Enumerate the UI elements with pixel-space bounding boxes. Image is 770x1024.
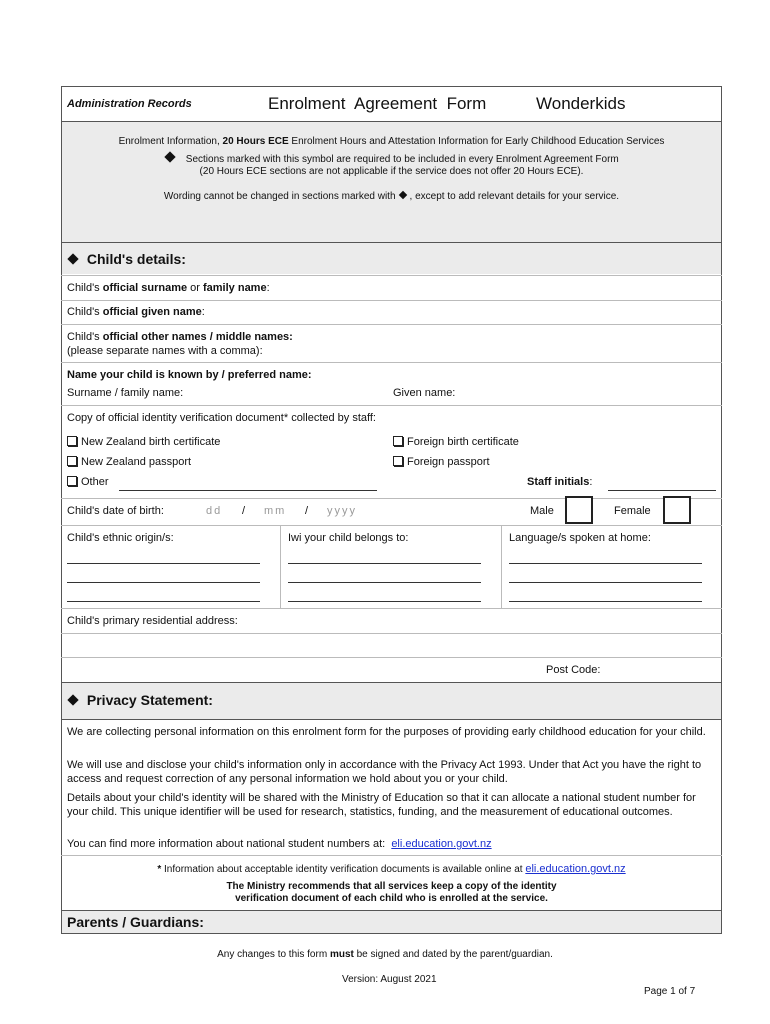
ministry-note-line-1: The Ministry recommends that all services keep a copy of the identity <box>226 881 557 892</box>
diamond-icon <box>67 253 78 264</box>
footer-text: be signed and dated by the parent/guardian. <box>353 949 553 960</box>
intro-text: Enrolment Information, <box>118 136 223 147</box>
checkbox-icon[interactable] <box>393 436 403 446</box>
child-details-heading <box>67 251 186 267</box>
iwi-label: Iwi your child belongs to: <box>288 532 409 544</box>
label-text: : <box>589 476 593 488</box>
language-input[interactable] <box>509 563 702 564</box>
divider <box>61 300 722 301</box>
label-text: Child's <box>67 282 103 294</box>
divider <box>61 275 722 276</box>
option-label: Foreign passport <box>407 456 490 468</box>
option-label: New Zealand birth certificate <box>81 436 221 448</box>
female-checkbox[interactable] <box>663 496 691 524</box>
divider <box>61 525 722 526</box>
privacy-paragraph-2: We will use and disclose your child's information only in accordance with the Privacy Act 1993. Under that Act you have the right to access and request correction of any personal information we hold about you or your child. <box>67 759 702 785</box>
iwi-input[interactable] <box>288 582 481 583</box>
divider <box>61 633 722 634</box>
male-label: Male <box>530 505 554 517</box>
other-names-note: (please separate names with a comma): <box>67 345 263 357</box>
heading-text: Privacy Statement: <box>86 692 213 708</box>
official-given-name-label[interactable] <box>67 306 205 318</box>
staff-initials-input[interactable] <box>608 490 716 491</box>
changes-note <box>0 949 770 960</box>
ethnic-origin-input[interactable] <box>67 563 260 564</box>
privacy-heading <box>67 692 213 708</box>
divider <box>61 242 722 243</box>
language-input[interactable] <box>509 601 702 602</box>
label-text: or <box>187 282 203 294</box>
option-label: Foreign birth certificate <box>407 436 519 448</box>
divider <box>61 498 722 499</box>
dob-year-input[interactable]: yyyy <box>327 505 357 517</box>
divider <box>61 608 722 609</box>
id-docs-footnote <box>62 863 721 875</box>
divider <box>61 855 722 856</box>
divider <box>61 324 722 325</box>
label-bold: Staff initials <box>527 476 590 488</box>
divider <box>61 405 722 406</box>
form-title: Enrolment Agreement Form <box>268 94 487 113</box>
diamond-icon <box>67 694 78 705</box>
option-other[interactable] <box>67 476 109 488</box>
checkbox-icon[interactable] <box>67 456 77 466</box>
diamond-icon <box>398 191 406 199</box>
dob-separator: / <box>242 505 246 517</box>
privacy-paragraph-4 <box>67 838 492 850</box>
id-docs-link[interactable]: eli.education.govt.nz <box>525 863 626 875</box>
dob-label: Child's date of birth: <box>67 505 164 517</box>
column-divider <box>280 525 281 608</box>
label-bold: official surname <box>102 282 188 294</box>
checkbox-icon[interactable] <box>67 436 77 446</box>
ministry-note-line-2: verification document of each child who is enrolled at the service. <box>235 893 548 904</box>
option-nz-passport[interactable] <box>67 456 191 468</box>
other-names-label[interactable] <box>67 331 293 343</box>
female-label: Female <box>614 505 651 517</box>
option-foreign-passport[interactable] <box>393 456 490 468</box>
privacy-paragraph-3: Details about your child's identity will be shared with the Ministry of Education so that it can allocate a national student number for your child. This unique identifier will be used for research, statistics, funding, and the measurement of educational outcomes. <box>67 792 696 818</box>
heading-text: Child's details: <box>86 251 186 267</box>
label-bold: official other names / middle names: <box>102 331 293 343</box>
ethnic-origin-input[interactable] <box>67 601 260 602</box>
language-input[interactable] <box>509 582 702 583</box>
privacy-paragraph-1: We are collecting personal information on this enrolment form for the purposes of providing early childhood education for your child. <box>67 726 706 738</box>
footer-bold: must <box>329 949 354 960</box>
iwi-input[interactable] <box>288 601 481 602</box>
dob-month-input[interactable]: mm <box>264 505 287 517</box>
divider <box>61 121 722 122</box>
divider <box>61 657 722 658</box>
option-label: New Zealand passport <box>81 456 192 468</box>
label-text: : <box>266 282 270 294</box>
footnote-text: Information about acceptable identity verification documents is available online at <box>161 864 526 875</box>
label-text: Child's <box>67 306 103 318</box>
dob-day-input[interactable]: dd <box>206 505 223 517</box>
intro-text: , except to add relevant details for your service. <box>409 191 620 202</box>
intro-line-1 <box>62 136 721 147</box>
intro-line-3: (20 Hours ECE sections are not applicable if the service does not offer 20 Hours ECE). <box>199 166 584 177</box>
ethnic-origin-input[interactable] <box>67 582 260 583</box>
privacy-text: You can find more information about national student numbers at: <box>67 838 386 850</box>
nsn-info-link[interactable]: eli.education.govt.nz <box>391 838 492 850</box>
male-checkbox[interactable] <box>565 496 593 524</box>
divider <box>61 682 722 683</box>
divider <box>61 719 722 720</box>
preferred-surname-label[interactable]: Surname / family name: <box>67 387 184 399</box>
option-foreign-birth-certificate[interactable] <box>393 436 519 448</box>
version-label: Version: August 2021 <box>342 974 437 985</box>
footer-text: Any changes to this form <box>217 949 330 960</box>
intro-line-4 <box>62 191 721 202</box>
intro-text: Sections marked with this symbol are required to be included in every Enrolment Agreement Form <box>185 154 619 165</box>
label-text: : <box>201 306 205 318</box>
option-nz-birth-certificate[interactable] <box>67 436 220 448</box>
other-document-input[interactable] <box>119 490 377 491</box>
iwi-input[interactable] <box>288 563 481 564</box>
official-surname-label[interactable] <box>67 282 270 294</box>
postcode-label[interactable]: Post Code: <box>546 664 601 676</box>
label-bold: family name <box>203 282 267 294</box>
org-name: Wonderkids <box>536 94 626 113</box>
ethnic-origin-label: Child's ethnic origin/s: <box>67 532 174 544</box>
option-label: Other <box>81 476 109 488</box>
diamond-icon <box>165 151 176 162</box>
divider <box>61 362 722 363</box>
preferred-given-name-label[interactable]: Given name: <box>393 387 456 399</box>
preferred-name-label: Name your child is known by / preferred name: <box>67 369 312 381</box>
column-divider <box>501 525 502 608</box>
intro-text: Enrolment Hours and Attestation Information for Early Childhood Education Services <box>288 136 665 147</box>
admin-records-label: Administration Records <box>67 98 192 110</box>
parents-guardians-heading: Parents / Guardians: <box>67 914 204 930</box>
address-label[interactable]: Child's primary residential address: <box>67 615 238 627</box>
id-document-label: Copy of official identity verification document* collected by staff: <box>67 412 376 424</box>
dob-separator: / <box>305 505 309 517</box>
checkbox-icon[interactable] <box>67 476 77 486</box>
divider <box>61 910 722 911</box>
page-number: Page 1 of 7 <box>644 986 696 997</box>
intro-text: Wording cannot be changed in sections marked with <box>163 191 396 202</box>
label-text: Child's <box>67 331 103 343</box>
label-bold: official given name <box>102 306 202 318</box>
intro-bold: 20 Hours ECE <box>222 136 289 147</box>
footnote-star: * <box>157 864 162 875</box>
intro-line-2 <box>62 153 721 165</box>
staff-initials-label <box>527 476 592 488</box>
checkbox-icon[interactable] <box>393 456 403 466</box>
language-label: Language/s spoken at home: <box>509 532 651 544</box>
